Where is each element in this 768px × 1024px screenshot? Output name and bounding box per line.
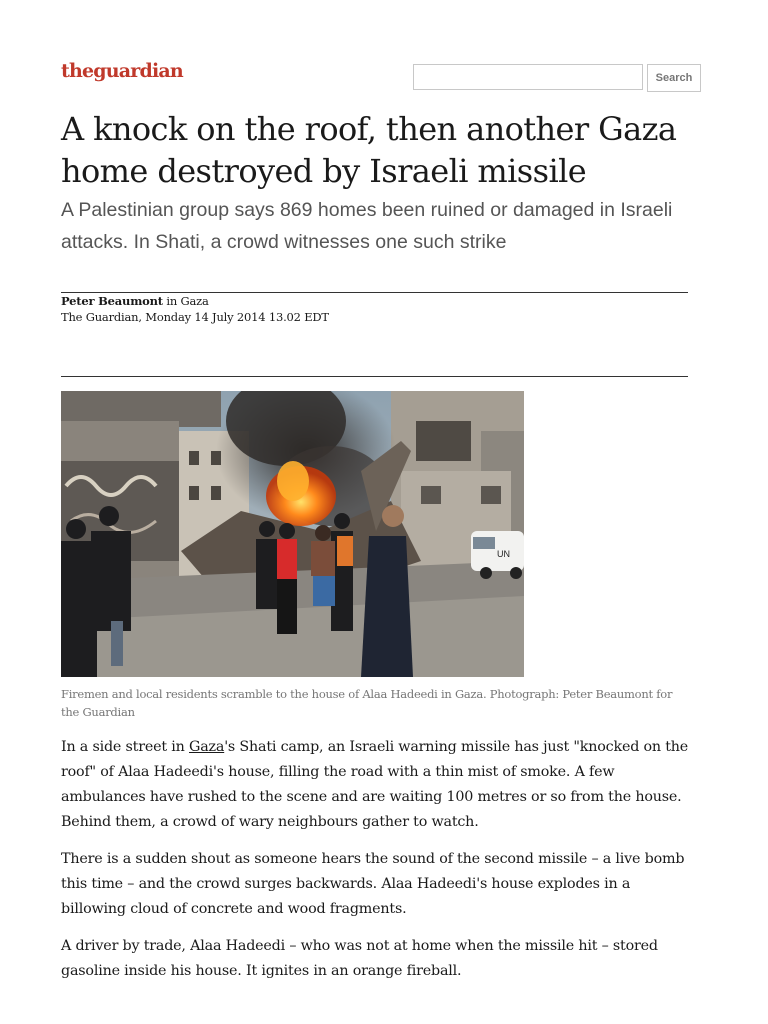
search-button[interactable]: Search	[647, 64, 701, 92]
standfirst: A Palestinian group says 869 homes been ruined or damaged in Israeli attacks. In Shati, a crowd witnesses one such strike	[61, 199, 673, 253]
paragraph-1-start: In a side street in	[61, 739, 189, 755]
byline	[61, 293, 329, 325]
un-van-label: UN	[497, 549, 510, 559]
paragraph-1	[61, 735, 691, 835]
guardian-logo[interactable]: theguardian	[61, 60, 183, 82]
divider-bottom	[61, 376, 688, 377]
author-link[interactable]: Peter Beaumont	[61, 294, 163, 308]
gaza-link[interactable]: Gaza	[189, 739, 225, 755]
paragraph-1-rest: 's Shati camp, an Israeli warning missile has just "knocked on the roof" of Alaa Hadeedi's house, filling the road with a thin mist of smoke. A few ambulances have rushed to the scene and are waiting 100 metres or so from the house. Behind them, a crowd of wary neighbours gather to watch.	[61, 739, 689, 830]
byline-line	[61, 293, 329, 309]
headline: A knock on the roof, then another Gaza home destroyed by Israeli missile	[61, 110, 677, 190]
search-bar	[413, 64, 701, 92]
article-body	[61, 735, 691, 996]
photo-caption: Firemen and local residents scramble to the house of Alaa Hadeedi in Gaza. Photograph: Peter Beaumont for the Guardian	[61, 687, 673, 719]
byline-location: in Gaza	[162, 294, 209, 308]
article-photo	[61, 391, 524, 677]
dateline: The Guardian, Monday 14 July 2014 13.02 EDT	[61, 310, 329, 324]
search-input[interactable]	[413, 64, 643, 90]
paragraph-3: A driver by trade, Alaa Hadeedi – who was not at home when the missile hit – stored gasoline inside his house. It ignites in an orange fireball.	[61, 938, 658, 979]
paragraph-2: There is a sudden shout as someone hears the sound of the second missile – a live bomb this time – and the crowd surges backwards. Alaa Hadeedi's house explodes in a billowing cloud of concrete and wood fragments.	[61, 851, 685, 917]
